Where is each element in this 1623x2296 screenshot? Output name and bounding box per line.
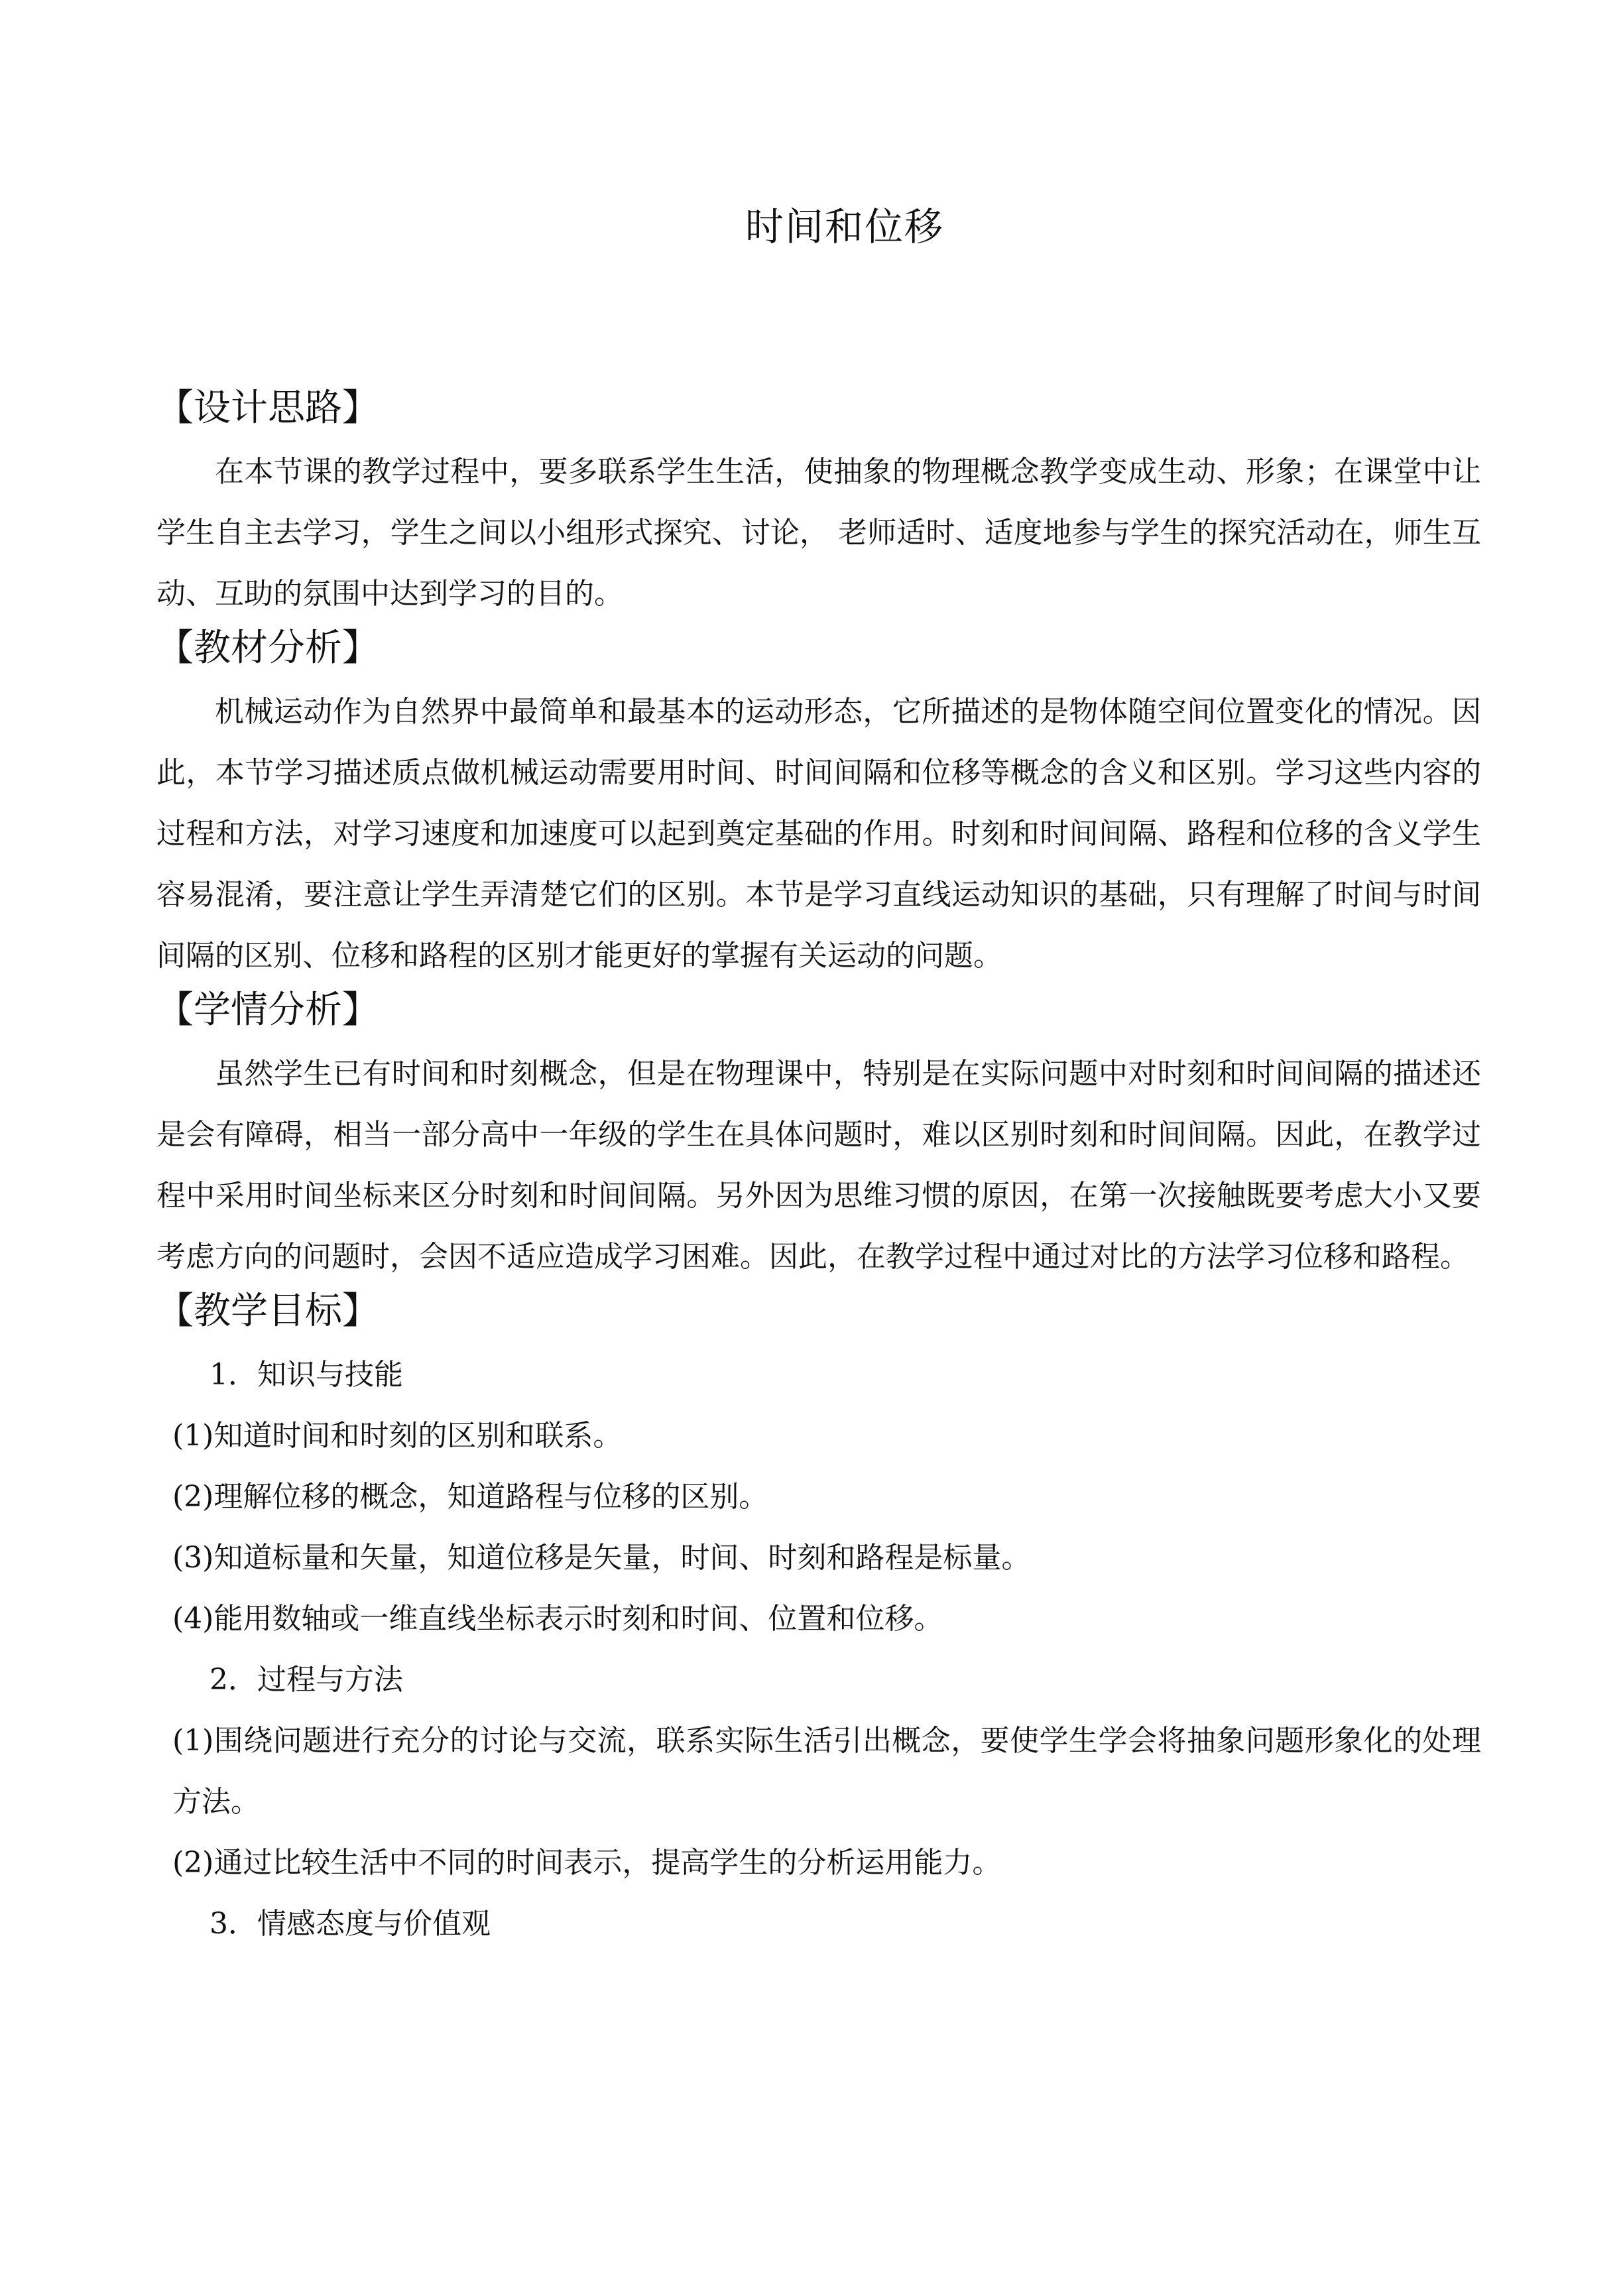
section-paragraph-students: 虽然学生已有时间和时刻概念，但是在物理课中，特别是在实际问题中对时刻和时间间隔的描述还是会有障碍，相当一部分高中一年级的学生在具体问题时，难以区别时刻和时间间隔。因此，在教学过程中采用时间坐标来区分时刻和时间间隔。另外因为思维习惯的原因，在第一次接触既要考虑大小又要考虑方向的问题时，会因不适应造成学习困难。因此，在教学过程中通过对比的方法学习位移和路程。: [156, 1057, 1481, 1274]
section-heading-students: 【学情分析】: [156, 989, 379, 1032]
section-paragraph-textbook: 机械运动作为自然界中最简单和最基本的运动形态，它所描述的是物体随空间位置变化的情况。因此，本节学习描述质点做机械运动需要用时间、时间间隔和位移等概念的含义和区别。学习这些内容的过程和方法，对学习速度和加速度可以起到奠定基础的作用。时刻和时间间隔、路程和位移的含义学生容易混淆，要注意让学生弄清楚它们的区别。本节是学习直线运动知识的基础，只有理解了时间与时间间隔的区别、位移和路程的区别才能更好的掌握有关运动的问题。: [156, 695, 1481, 973]
objective-item: (2)通过比较生活中不同的时间表示，提高学生的分析运用能力。: [172, 1846, 1002, 1880]
section-heading-design: 【设计思路】: [156, 387, 379, 430]
section-objectives: [156, 1288, 1481, 1955]
section-heading-objectives: 【教学目标】: [156, 1290, 379, 1333]
objective-item: (3)知道标量和矢量，知道位移是矢量，时间、时刻和路程是标量。: [172, 1541, 1031, 1575]
objective-item: (1)围绕问题进行充分的讨论与交流，联系实际生活引出概念，要使学生学会将抽象问题形象化的处理方法。: [172, 1724, 1481, 1819]
section-textbook: [156, 625, 1481, 987]
objective-item: (4)能用数轴或一维直线坐标表示时刻和时间、位置和位移。: [172, 1602, 943, 1636]
section-paragraph-design: 在本节课的教学过程中，要多联系学生生活，使抽象的物理概念教学变成生动、形象；在课堂中让学生自主去学习，学生之间以小组形式探究、讨论， 老师适时、适度地参与学生的探究活动在，师生互动、互助的氛围中达到学习的目的。: [156, 455, 1481, 611]
objective-group-title: 2．过程与方法: [210, 1663, 403, 1697]
section-heading-textbook: 【教材分析】: [156, 627, 379, 670]
objective-group-title: 3．情感态度与价值观: [210, 1907, 491, 1941]
objective-item: (2)理解位移的概念，知道路程与位移的区别。: [172, 1480, 768, 1514]
document-body: [156, 385, 1481, 1955]
objective-group-title: 1．知识与技能: [210, 1358, 403, 1392]
document-title: 时间和位移: [745, 204, 944, 249]
section-students: [156, 987, 1481, 1288]
section-design: [156, 385, 1481, 625]
objective-item: (1)知道时间和时刻的区别和联系。: [172, 1419, 623, 1453]
